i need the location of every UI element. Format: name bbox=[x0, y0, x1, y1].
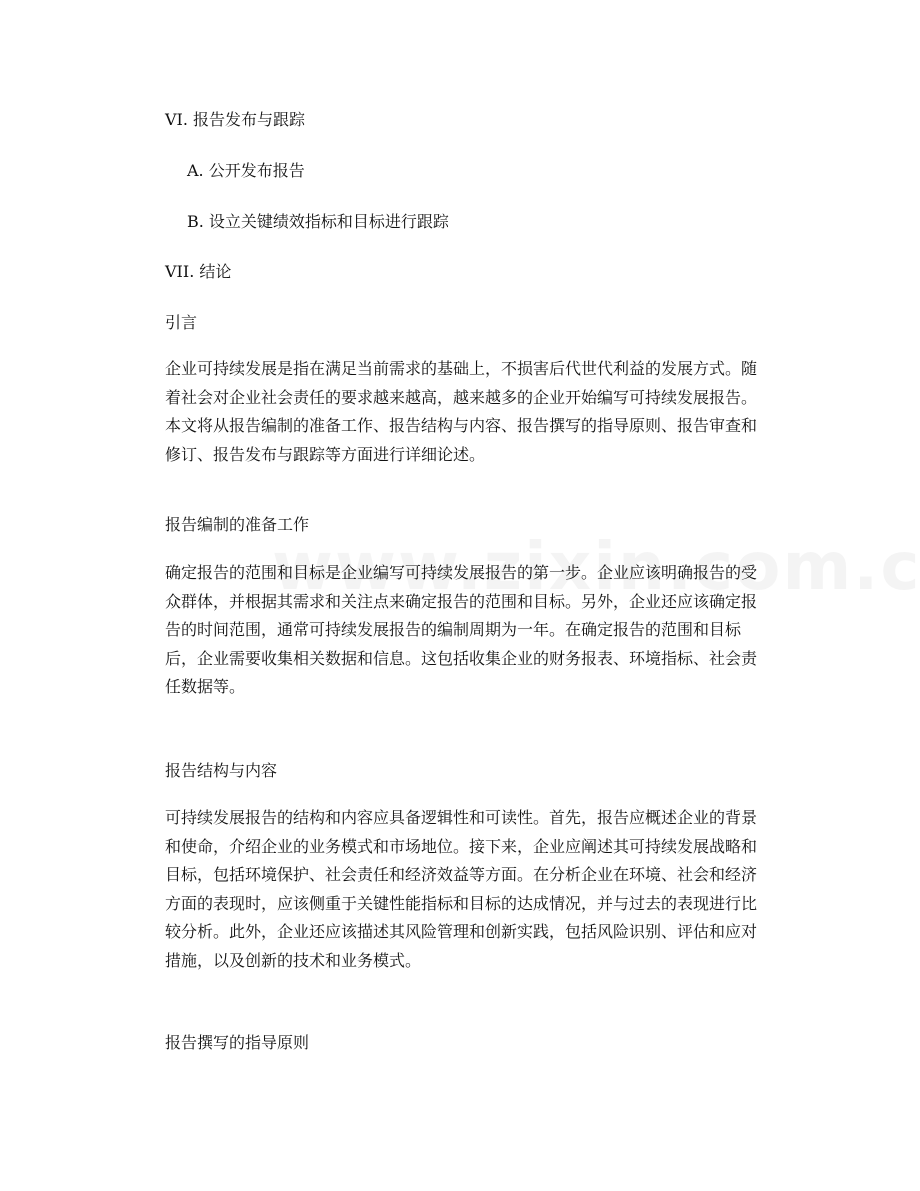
outline-item-a: A. 公开发布报告 bbox=[187, 161, 305, 180]
structure-heading: 报告结构与内容 bbox=[165, 761, 278, 780]
intro-heading: 引言 bbox=[165, 313, 198, 332]
preparation-paragraph: 确定报告的范围和目标是企业编写可持续发展报告的第一步。企业应该明确报告的受众群体，并根据其需求和关注点来确定报告的范围和目标。另外，企业还应该确定报告的时间范围，通常可持续发展报告的编制周期为一年。在确定报告的范围和目标后，企业需要收集相关数据和信息。这包括收集企业的财务报表、环境指标、社会责任数据等。 bbox=[165, 563, 758, 697]
intro-paragraph: 企业可持续发展是指在满足当前需求的基础上，不损害后代世代利益的发展方式。随着社会对企业社会责任的要求越来越高，越来越多的企业开始编写可持续发展报告。本文将从报告编制的准备工作、报告结构与内容、报告撰写的指导原则、报告审查和修订、报告发布与跟踪等方面进行详细论述。 bbox=[165, 359, 758, 464]
structure-paragraph: 可持续发展报告的结构和内容应具备逻辑性和可读性。首先，报告应概述企业的背景和使命，介绍企业的业务模式和市场地位。接下来，企业应阐述其可持续发展战略和目标，包括环境保护、社会责任和经济效益等方面。在分析企业在环境、社会和经济方面的表现时，应该侧重于关键性能指标和目标的达成情况，并与过去的表现进行比较分析。此外，企业还应该描述其风险管理和创新实践，包括风险识别、评估和应对措施，以及创新的技术和业务模式。 bbox=[165, 808, 758, 970]
outline-section-vii: VII. 结论 bbox=[165, 262, 232, 281]
preparation-heading: 报告编制的准备工作 bbox=[165, 515, 310, 534]
outline-section-vi: VI. 报告发布与跟踪 bbox=[165, 110, 306, 129]
outline-item-b: B. 设立关键绩效指标和目标进行跟踪 bbox=[187, 212, 449, 231]
guidelines-heading: 报告撰写的指导原则 bbox=[165, 1033, 310, 1052]
